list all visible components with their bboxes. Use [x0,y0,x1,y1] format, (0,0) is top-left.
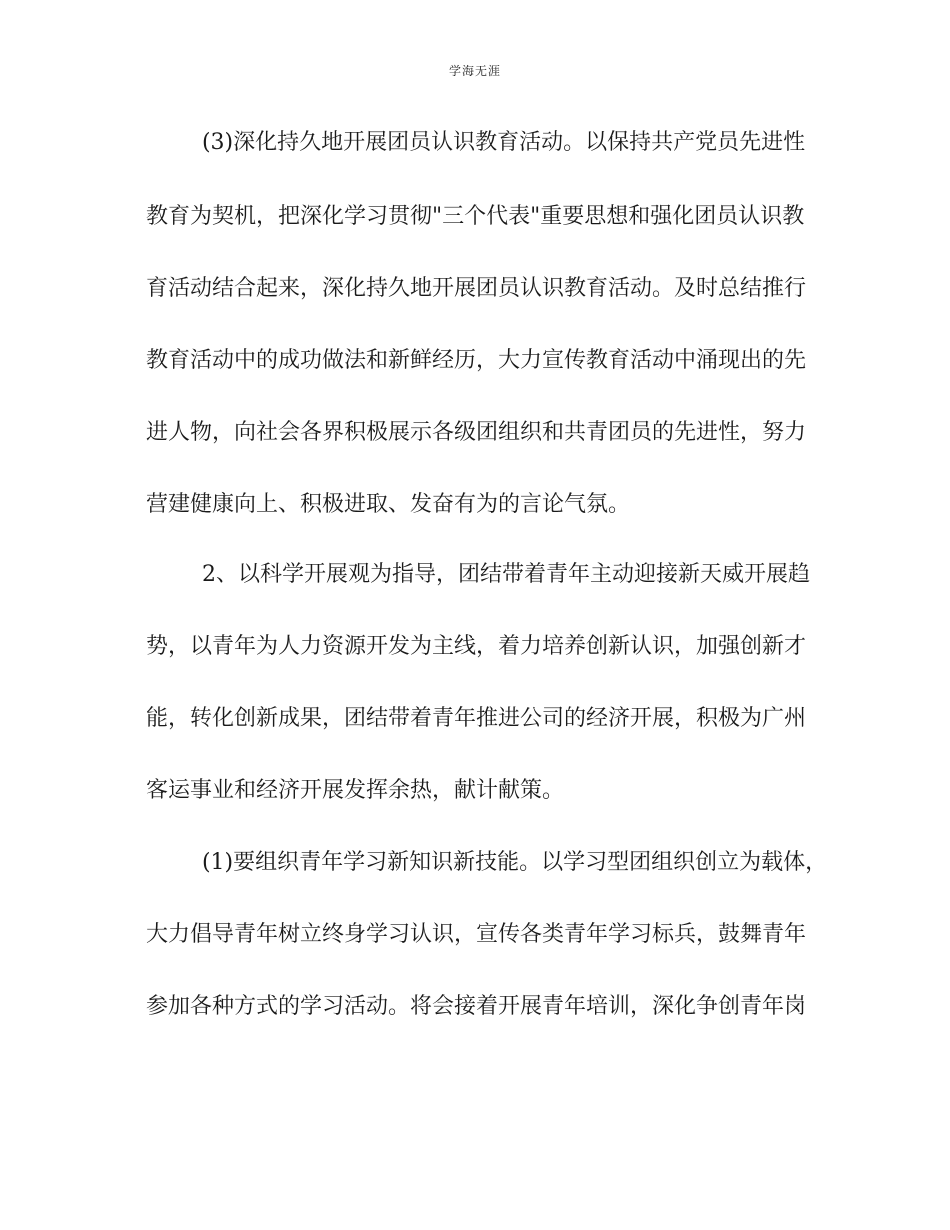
text-line-9: 能，转化创新成果，团结带着青年推进公司的经济开展，积极为广州 [146,706,807,731]
page-header: 学海无涯 [448,64,501,78]
text-line-12: 大力倡导青年树立终身学习认识，宣传各类青年学习标兵，鼓舞青年 [146,922,807,947]
text-line-11: (1)要组织青年学习新知识新技能。以学习型团组织创立为载体， [146,850,828,875]
text-line-6: 营建健康向上、积极进取、发奋有为的言论气氛。 [146,492,631,517]
text-line-2: 教育为契机，把深化学习贯彻"三个代表"重要思想和强化团员认识教 [146,204,805,229]
text-line-10: 客运事业和经济开展发挥余热，献计献策。 [146,778,565,803]
text-line-8: 势，以青年为人力资源开发为主线，着力培养创新认识，加强创新才 [146,634,807,659]
text-line-4: 教育活动中的成功做法和新鲜经历，大力宣传教育活动中涌现出的先 [146,348,807,373]
text-line-1: (3)深化持久地开展团员认识教育活动。以保持共产党员先进性 [146,130,806,155]
text-line-7: 2、以科学开展观为指导，团结带着青年主动迎接新天威开展趋 [146,562,810,587]
text-line-13: 参加各种方式的学习活动。将会接着开展青年培训，深化争创青年岗 [146,994,807,1019]
text-line-5: 进人物，向社会各界积极展示各级团组织和共青团员的先进性，努力 [146,420,807,445]
text-line-3: 育活动结合起来，深化持久地开展团员认识教育活动。及时总结推行 [146,276,807,301]
